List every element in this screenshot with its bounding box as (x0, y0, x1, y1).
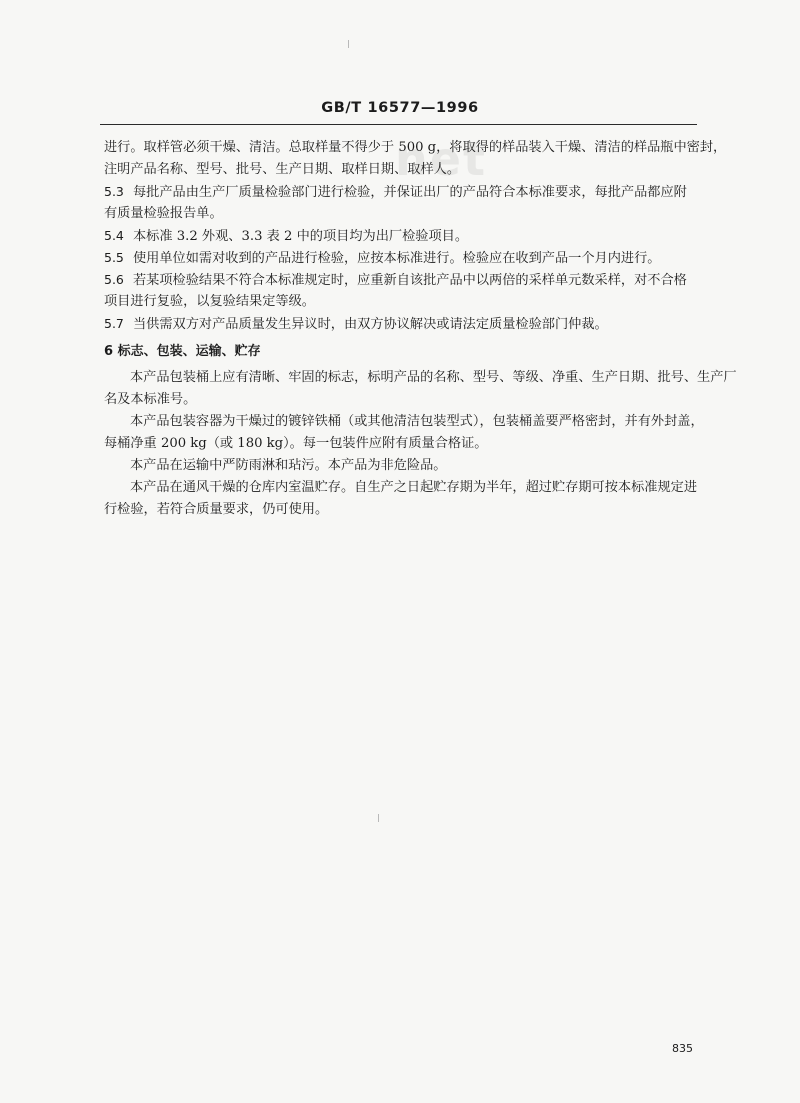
clause-text: 当供需双方对产品质量发生异议时，由双方协议解决或请法定质量检验部门仲裁。 (133, 317, 608, 332)
section-6-para-2-line-2: 每桶净重 200 kg（或 180 kg）。每一包装件应附有质量合格证。 (104, 436, 488, 451)
header-rule (100, 124, 697, 125)
clause-text: 本标准 3.2 外观、3.3 表 2 中的项目均为出厂检验项目。 (133, 229, 469, 244)
clause-number: 5.6 (104, 272, 124, 287)
scan-speck (378, 814, 379, 822)
section-6-para-4-line-2: 行检验，若符合质量要求，仍可使用。 (104, 502, 329, 517)
section-6-heading: 6 标志、包装、运输、贮存 (104, 344, 261, 359)
section-6-para-3: 本产品在运输中严防雨淋和玷污。本产品为非危险品。 (130, 458, 447, 473)
clause-5-3-line-2: 有质量检验报告单。 (104, 206, 223, 221)
section-6-para-4-line-1: 本产品在通风干燥的仓库内室温贮存。自生产之日起贮存期为半年，超过贮存期可按本标准规定进 (130, 480, 698, 495)
clause-text: 若某项检验结果不符合本标准规定时，应重新自该批产品中以两倍的采样单元数采样，对不合格 (133, 273, 687, 288)
clause-5-7 (104, 314, 608, 335)
standard-header: GB/T 16577—1996 (321, 100, 479, 116)
scan-speck (348, 40, 349, 48)
continuation-line-1: 进行。取样管必须干燥、清洁。总取样量不得少于 500 g，将取得的样品装入干燥、清洁的样品瓶中密封， (104, 140, 727, 155)
clause-number: 5.5 (104, 250, 124, 265)
section-6-para-1-line-1: 本产品包装桶上应有清晰、牢固的标志，标明产品的名称、型号、等级、净重、生产日期、批号、生产厂 (130, 370, 737, 385)
continuation-line-2: 注明产品名称、型号、批号、生产日期、取样日期、取样人。 (104, 162, 461, 177)
clause-text: 每批产品由生产厂质量检验部门进行检验，并保证出厂的产品符合本标准要求，每批产品都应附 (133, 185, 687, 200)
clause-text: 使用单位如需对收到的产品进行检验，应按本标准进行。检验应在收到产品一个月内进行。 (133, 251, 661, 266)
clause-5-4 (104, 226, 468, 247)
page-number: 835 (672, 1042, 693, 1055)
section-6-para-2-line-1: 本产品包装容器为干燥过的镀锌铁桶（或其他清洁包装型式），包装桶盖要严格密封，并有外封盖， (130, 414, 704, 429)
clause-5-5 (104, 248, 661, 269)
clause-number: 5.3 (104, 184, 124, 199)
clause-number: 5.7 (104, 316, 124, 331)
clause-5-6-line-2: 项目进行复验，以复验结果定等级。 (104, 294, 315, 309)
clause-5-3 (104, 182, 687, 203)
clause-number: 5.4 (104, 228, 124, 243)
clause-5-6 (104, 270, 687, 291)
section-6-para-1-line-2: 名及本标准号。 (104, 392, 197, 407)
watermark: net (395, 132, 487, 186)
